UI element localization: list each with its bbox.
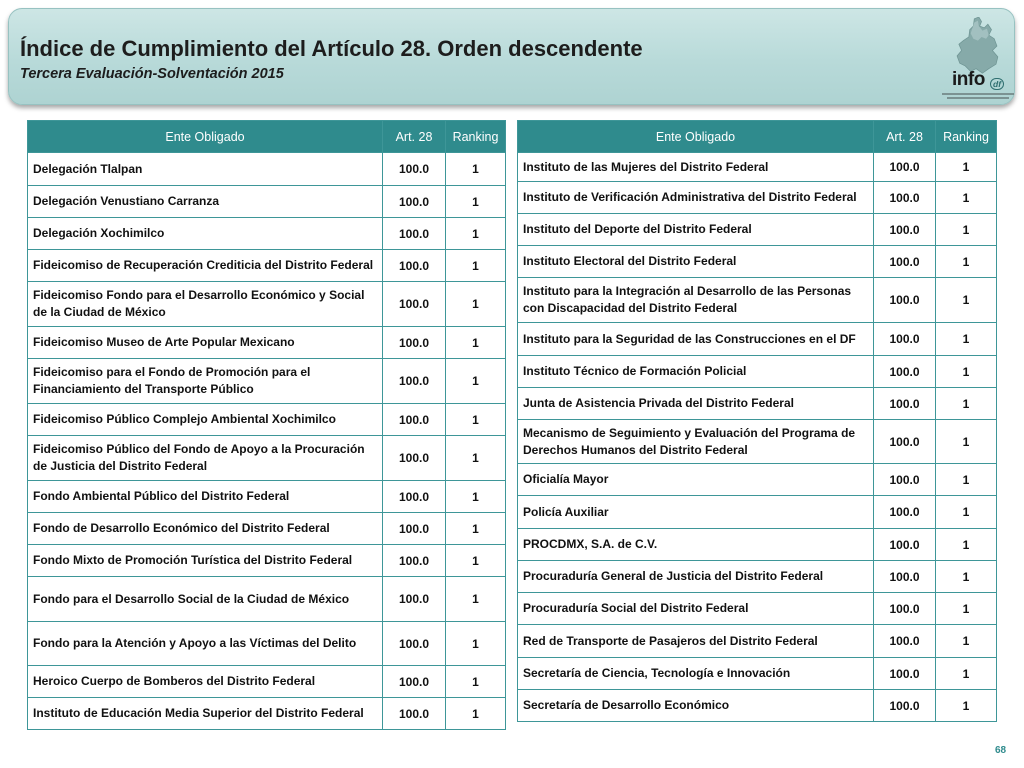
art28-cell: 100.0 xyxy=(874,388,936,420)
art28-cell: 100.0 xyxy=(383,359,446,404)
page-subtitle: Tercera Evaluación-Solventación 2015 xyxy=(20,66,284,82)
ranking-cell: 1 xyxy=(936,420,997,464)
ranking-cell: 1 xyxy=(446,327,506,359)
ente-cell: Secretaría de Ciencia, Tecnología e Innovación xyxy=(518,658,874,690)
table-row xyxy=(28,666,506,698)
table-row xyxy=(28,218,506,250)
table-row xyxy=(28,250,506,282)
table-row xyxy=(518,246,997,278)
table-row xyxy=(28,698,506,730)
ranking-cell: 1 xyxy=(446,153,506,186)
ranking-cell: 1 xyxy=(936,561,997,593)
table-row xyxy=(518,690,997,722)
ranking-cell: 1 xyxy=(936,246,997,278)
df-map-icon xyxy=(954,17,1000,75)
right-table-body xyxy=(518,153,997,722)
art28-cell: 100.0 xyxy=(383,436,446,481)
ranking-cell: 1 xyxy=(446,250,506,282)
ranking-cell: 1 xyxy=(446,545,506,577)
art28-cell: 100.0 xyxy=(874,278,936,323)
ente-cell: Instituto de Educación Media Superior del Distrito Federal xyxy=(28,698,383,730)
ente-cell: Mecanismo de Seguimiento y Evaluación del Programa de Derechos Humanos del Distrito Federal xyxy=(518,420,874,464)
art28-cell: 100.0 xyxy=(874,593,936,625)
column-header-ranking: Ranking xyxy=(936,121,997,153)
ranking-cell: 1 xyxy=(446,513,506,545)
table-row xyxy=(28,282,506,327)
table-row xyxy=(518,529,997,561)
art28-cell: 100.0 xyxy=(383,250,446,282)
table-row xyxy=(28,404,506,436)
ranking-cell: 1 xyxy=(446,436,506,481)
table-row xyxy=(518,323,997,356)
ranking-cell: 1 xyxy=(446,404,506,436)
ente-cell: Fondo para el Desarrollo Social de la Ciudad de México xyxy=(28,577,383,622)
ranking-cell: 1 xyxy=(446,666,506,698)
ranking-cell: 1 xyxy=(446,218,506,250)
table-row xyxy=(518,561,997,593)
art28-cell: 100.0 xyxy=(874,464,936,496)
ente-cell: Procuraduría Social del Distrito Federal xyxy=(518,593,874,625)
table-row xyxy=(28,622,506,666)
column-header-ente: Ente Obligado xyxy=(518,121,874,153)
table-row xyxy=(518,278,997,323)
art28-cell: 100.0 xyxy=(874,420,936,464)
ente-cell: Fondo Ambiental Público del Distrito Federal xyxy=(28,481,383,513)
table-row xyxy=(28,359,506,404)
ranking-cell: 1 xyxy=(446,282,506,327)
art28-cell: 100.0 xyxy=(874,658,936,690)
art28-cell: 100.0 xyxy=(383,404,446,436)
ente-cell: Fideicomiso Público del Fondo de Apoyo a la Procuración de Justicia del Distrito Federal xyxy=(28,436,383,481)
table-row xyxy=(28,153,506,186)
ente-cell: PROCDMX, S.A. de C.V. xyxy=(518,529,874,561)
ente-cell: Procuraduría General de Justicia del Distrito Federal xyxy=(518,561,874,593)
table-header-row xyxy=(518,121,997,153)
column-header-ente: Ente Obligado xyxy=(28,121,383,153)
table-row xyxy=(28,186,506,218)
ranking-cell: 1 xyxy=(936,153,997,182)
ente-cell: Instituto de Verificación Administrativa del Distrito Federal xyxy=(518,182,874,214)
left-table xyxy=(27,120,506,730)
ranking-cell: 1 xyxy=(936,388,997,420)
art28-cell: 100.0 xyxy=(874,529,936,561)
table-row xyxy=(518,356,997,388)
art28-cell: 100.0 xyxy=(383,218,446,250)
art28-cell: 100.0 xyxy=(874,356,936,388)
table-row xyxy=(518,420,997,464)
ente-cell: Heroico Cuerpo de Bomberos del Distrito Federal xyxy=(28,666,383,698)
ranking-cell: 1 xyxy=(936,278,997,323)
ente-cell: Instituto Técnico de Formación Policial xyxy=(518,356,874,388)
ente-cell: Secretaría de Desarrollo Económico xyxy=(518,690,874,722)
logo-caption-line xyxy=(947,97,1009,99)
ranking-cell: 1 xyxy=(936,496,997,529)
table-row xyxy=(518,496,997,529)
ranking-cell: 1 xyxy=(936,690,997,722)
table-row xyxy=(518,182,997,214)
art28-cell: 100.0 xyxy=(383,513,446,545)
ente-cell: Fideicomiso de Recuperación Crediticia del Distrito Federal xyxy=(28,250,383,282)
table-row xyxy=(518,388,997,420)
ente-cell: Instituto Electoral del Distrito Federal xyxy=(518,246,874,278)
ente-cell: Oficialía Mayor xyxy=(518,464,874,496)
ranking-cell: 1 xyxy=(936,182,997,214)
ente-cell: Fideicomiso Público Complejo Ambiental Xochimilco xyxy=(28,404,383,436)
ente-cell: Delegación Xochimilco xyxy=(28,218,383,250)
table-row xyxy=(28,545,506,577)
art28-cell: 100.0 xyxy=(874,690,936,722)
ranking-cell: 1 xyxy=(936,214,997,246)
ente-cell: Fideicomiso Fondo para el Desarrollo Económico y Social de la Ciudad de México xyxy=(28,282,383,327)
ranking-cell: 1 xyxy=(936,658,997,690)
ranking-cell: 1 xyxy=(936,323,997,356)
table-row xyxy=(28,513,506,545)
art28-cell: 100.0 xyxy=(383,481,446,513)
table-row xyxy=(28,481,506,513)
ranking-cell: 1 xyxy=(936,593,997,625)
art28-cell: 100.0 xyxy=(383,698,446,730)
ranking-cell: 1 xyxy=(936,529,997,561)
ente-cell: Junta de Asistencia Privada del Distrito Federal xyxy=(518,388,874,420)
infodf-logo xyxy=(940,14,1016,104)
table-row xyxy=(518,464,997,496)
ente-cell: Delegación Tlalpan xyxy=(28,153,383,186)
ranking-cell: 1 xyxy=(446,622,506,666)
art28-cell: 100.0 xyxy=(383,666,446,698)
ente-cell: Red de Transporte de Pasajeros del Distrito Federal xyxy=(518,625,874,658)
art28-cell: 100.0 xyxy=(383,622,446,666)
ente-cell: Fondo de Desarrollo Económico del Distrito Federal xyxy=(28,513,383,545)
art28-cell: 100.0 xyxy=(383,282,446,327)
ranking-cell: 1 xyxy=(446,577,506,622)
table-row xyxy=(518,658,997,690)
table-header-row xyxy=(28,121,506,153)
ente-cell: Policía Auxiliar xyxy=(518,496,874,529)
table-row xyxy=(518,593,997,625)
art28-cell: 100.0 xyxy=(874,153,936,182)
art28-cell: 100.0 xyxy=(383,153,446,186)
table-row xyxy=(28,327,506,359)
page-title: Índice de Cumplimiento del Artículo 28. Orden descendente xyxy=(20,36,643,61)
logo-caption-line xyxy=(942,93,1014,95)
art28-cell: 100.0 xyxy=(874,561,936,593)
art28-cell: 100.0 xyxy=(383,545,446,577)
art28-cell: 100.0 xyxy=(874,625,936,658)
table-row xyxy=(518,153,997,182)
logo-wordmark: info xyxy=(952,69,985,90)
art28-cell: 100.0 xyxy=(874,182,936,214)
column-header-ranking: Ranking xyxy=(446,121,506,153)
ente-cell: Fideicomiso para el Fondo de Promoción para el Financiamiento del Transporte Público xyxy=(28,359,383,404)
left-table-body xyxy=(28,153,506,730)
art28-cell: 100.0 xyxy=(383,577,446,622)
ente-cell: Instituto para la Integración al Desarrollo de las Personas con Discapacidad del Distrito Federal xyxy=(518,278,874,323)
art28-cell: 100.0 xyxy=(874,214,936,246)
ente-cell: Fideicomiso Museo de Arte Popular Mexicano xyxy=(28,327,383,359)
art28-cell: 100.0 xyxy=(874,246,936,278)
right-table xyxy=(517,120,997,722)
ente-cell: Fondo para la Atención y Apoyo a las Víctimas del Delito xyxy=(28,622,383,666)
art28-cell: 100.0 xyxy=(874,323,936,356)
ranking-cell: 1 xyxy=(446,186,506,218)
ranking-cell: 1 xyxy=(936,625,997,658)
page-number: 68 xyxy=(995,745,1007,756)
ranking-cell: 1 xyxy=(446,698,506,730)
logo-caption xyxy=(942,93,1014,101)
ranking-cell: 1 xyxy=(936,464,997,496)
column-header-art28: Art. 28 xyxy=(874,121,936,153)
ranking-cell: 1 xyxy=(936,356,997,388)
ente-cell: Instituto de las Mujeres del Distrito Federal xyxy=(518,153,874,182)
art28-cell: 100.0 xyxy=(874,496,936,529)
logo-wordmark-suffix: df xyxy=(990,78,1004,90)
art28-cell: 100.0 xyxy=(383,327,446,359)
ente-cell: Delegación Venustiano Carranza xyxy=(28,186,383,218)
ranking-cell: 1 xyxy=(446,359,506,404)
table-row xyxy=(28,577,506,622)
table-row xyxy=(518,214,997,246)
table-row xyxy=(518,625,997,658)
art28-cell: 100.0 xyxy=(383,186,446,218)
table-row xyxy=(28,436,506,481)
ranking-cell: 1 xyxy=(446,481,506,513)
ente-cell: Fondo Mixto de Promoción Turística del Distrito Federal xyxy=(28,545,383,577)
ente-cell: Instituto del Deporte del Distrito Federal xyxy=(518,214,874,246)
column-header-art28: Art. 28 xyxy=(383,121,446,153)
ente-cell: Instituto para la Seguridad de las Construcciones en el DF xyxy=(518,323,874,356)
